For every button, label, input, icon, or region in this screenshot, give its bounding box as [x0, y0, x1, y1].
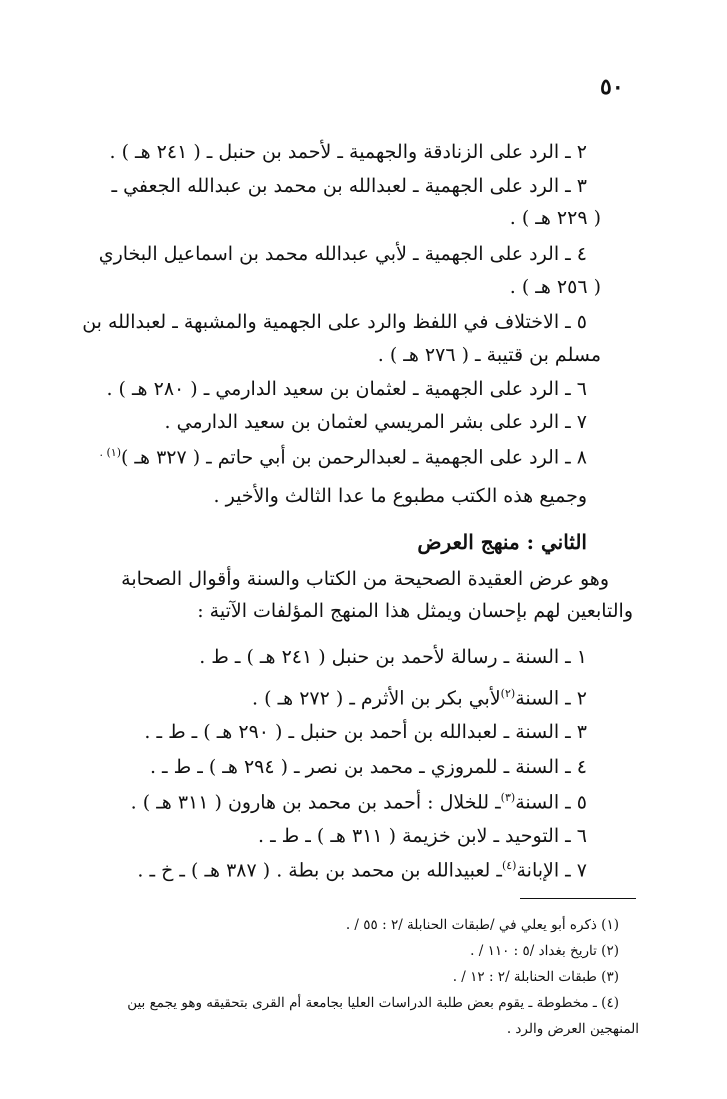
- list-item-text: ٧ ـ الإبانة: [516, 859, 587, 882]
- list-item: [131, 792, 587, 812]
- list-item: [137, 860, 587, 880]
- list-item: ٦ ـ الرد على الجهمية ـ لعثمان بن سعيد الدارمي ـ ( ٢٨٠ هـ ) .: [106, 378, 587, 400]
- footnote: (١) ذكره أبو يعلي في /طبقات الحنابلة /٢ : ٥٥ / .: [345, 917, 619, 933]
- list-item-text: لأبي بكر بن الأثرم ـ ( ٢٧٢ هـ ) .: [252, 687, 501, 710]
- list-item-continuation: ( ٢٢٩ هـ ) .: [509, 207, 601, 229]
- footnote-ref: (٤): [501, 859, 517, 872]
- intro-line: والتابعين لهم بإحسان ويمثل هذا المنهج المؤلفات الآتية :: [197, 600, 633, 622]
- list-item-text: ـ لعبيدالله بن محمد بن بطة . ( ٣٨٧ هـ ) ـ خ ـ .: [137, 859, 502, 882]
- footnote: (٤) ـ مخطوطة ـ يقوم بعض طلبة الدراسات العليا بجامعة أم القرى بتحقيقه وهو يجمع بين: [127, 995, 619, 1011]
- list-item-continuation: مسلم بن قتيبة ـ ( ٢٧٦ هـ ) .: [377, 344, 601, 366]
- footnote-continuation: المنهجين العرض والرد .: [506, 1021, 639, 1037]
- list-item: [99, 447, 587, 467]
- list-item: ٥ ـ الاختلاف في اللفظ والرد على الجهمية والمشبهة ـ لعبدالله بن: [82, 311, 587, 333]
- footnote: (٣) طبقات الحنابلة /٢ : ١٢ / .: [452, 969, 619, 985]
- intro-line: وهو عرض العقيدة الصحيحة من الكتاب والسنة وأقوال الصحابة: [121, 568, 609, 590]
- page-number: ٥٠: [600, 74, 624, 100]
- list-item-text: ٥ ـ السنة: [515, 791, 587, 814]
- list-item: ٧ ـ الرد على بشر المريسي لعثمان بن سعيد الدارمي .: [164, 411, 587, 433]
- list-item-continuation: ( ٢٥٦ هـ ) .: [509, 276, 601, 298]
- list-item: ٣ ـ الرد على الجهمية ـ لعبدالله بن محمد بن عبدالله الجعفي ـ: [111, 175, 587, 197]
- list-item-text: ٨ ـ الرد على الجهمية ـ لعبدالرحمن بن أبي حاتم ـ ( ٣٢٧ هـ ): [120, 446, 587, 469]
- footnote-ref: (٣): [500, 791, 516, 804]
- list-item: [252, 688, 587, 708]
- footnote-ref: (١) .: [99, 446, 121, 459]
- footnote-ref: (٢): [500, 687, 516, 700]
- list-item: ٤ ـ السنة ـ للمروزي ـ محمد بن نصر ـ ( ٢٩٤ هـ ) ـ ط ـ .: [149, 756, 587, 778]
- list-item: ٤ ـ الرد على الجهمية ـ لأبي عبدالله محمد بن اسماعيل البخاري: [98, 243, 587, 265]
- list-item-text: ـ للخلال : أحمد بن محمد بن هارون ( ٣١١ هـ ) .: [130, 791, 501, 814]
- section-heading: الثاني : منهج العرض: [417, 530, 587, 554]
- list-item: ٢ ـ الرد على الزنادقة والجهمية ـ لأحمد بن حنبل ـ ( ٢٤١ هـ ) .: [109, 141, 587, 163]
- list-item-text: ٢ ـ السنة: [515, 687, 587, 710]
- list-item: ١ ـ السنة ـ رسالة لأحمد بن حنبل ( ٢٤١ هـ ) ـ ط .: [199, 646, 587, 668]
- summary-line: وجميع هذه الكتب مطبوع ما عدا الثالث والأخير .: [213, 485, 587, 507]
- list-item: ٣ ـ السنة ـ لعبدالله بن أحمد بن حنبل ـ ( ٢٩٠ هـ ) ـ ط ـ .: [144, 721, 587, 743]
- footnote-divider: [520, 898, 636, 899]
- footnote: (٢) تاريخ بغداد /٥ : ١١٠ / .: [470, 943, 619, 959]
- list-item: ٦ ـ التوحيد ـ لابن خزيمة ( ٣١١ هـ ) ـ ط ـ .: [258, 825, 587, 847]
